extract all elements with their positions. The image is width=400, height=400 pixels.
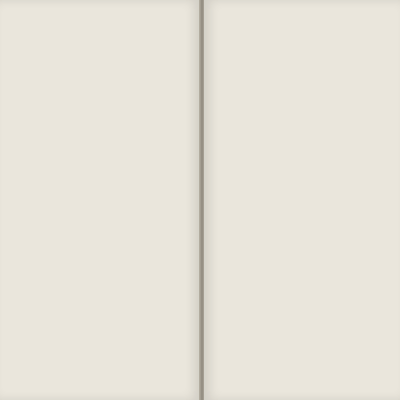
right-page bbox=[204, 0, 400, 400]
